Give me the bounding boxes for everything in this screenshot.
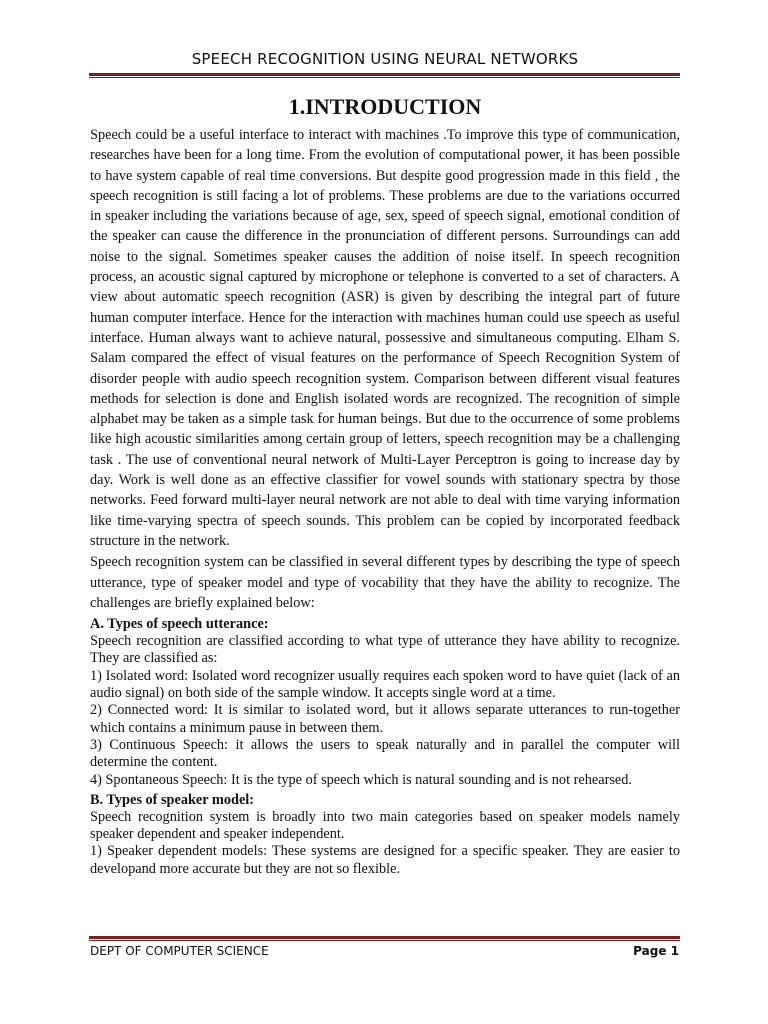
section-a-heading: A. Types of speech utterance: [90,616,269,633]
section-b-item-speaker-dependent: 1) Speaker dependent models: These systems are designed for a specific speaker. They are easier to developand more accurate but they are not so flexible. [90,843,680,877]
body-content [90,125,680,878]
footer-rule [89,936,680,939]
footer-rule-thin [89,940,680,941]
section-a-item-spontaneous-speech: 4) Spontaneous Speech: It is the type of speech which is natural sounding and is not rehearsed. [90,771,632,788]
section-b-heading: B. Types of speaker model: [90,791,255,808]
section-b-intro: Speech recognition system is broadly into two main categories based on speaker models namely speaker dependent and speaker independent. [90,808,680,843]
footer-department: DEPT OF COMPUTER SCIENCE [90,944,269,958]
section-a-item-connected-word: 2) Connected word: It is similar to isolated word, but it allows separate utterances to run-together which contains a minimum pause in between them. [90,702,680,736]
chapter-title: 1.INTRODUCTION [288,94,482,119]
section-a-item-isolated-word: 1) Isolated word: Isolated word recognizer usually requires each spoken word to have quiet (lack of an audio signal) on both side of the sample window. It accepts single word at a time. [90,667,680,702]
footer-page-number: Page 1 [633,944,679,958]
header-rule-thin [89,77,680,78]
running-header-title: SPEECH RECOGNITION USING NEURAL NETWORKS [191,50,579,68]
section-a-intro: Speech recognition are classified according to what type of utterance they have ability to recognize. They are classified as: [90,633,680,667]
header-rule [89,73,680,76]
classification-paragraph: Speech recognition system can be classified in several different types by describing the type of speech utterance, type of speaker model and type of vocability that they have the ability to recognize. The challenges are briefly explained below: [90,554,680,611]
section-a-item-continuous-speech: 3) Continuous Speech: it allows the users to speak naturally and in parallel the computer will determine the content. [90,736,680,771]
intro-paragraph: Speech could be a useful interface to interact with machines .To improve this type of communication, researches have been for a long time. From the evolution of computational power, it has been possible to have system capable of real time conversions. But despite good progression made in this field , the speech recognition is still facing a lot of problems. These problems are due to the variations occurred in speaker including the variations because of age, sex, speed of speech signal, emotional condition of the speaker can cause the difference in the pronunciation of different persons. Surroundings can add noise to the signal. Sometimes speaker causes the addition of noise itself. In speech recognition process, an acoustic signal captured by microphone or telephone is converted to a set of characters. A view about automatic speech recognition (ASR) is given by describing the integral part of future human computer interface. Hence for the interaction with machines human could use speech as useful interface. Human always want to achieve natural, possessive and simultaneous computing. Elham S. Salam compared the effect of visual features on the performance of Speech Recognition System of disorder people with audio speech recognition system. Comparison between different visual features methods for selection is done and English isolated words are recognized. The recognition of simple alphabet may be taken as a simple task for human beings. But due to the occurrence of some problems like high acoustic similarities among certain group of letters, speech recognition may be a challenging task . The use of conventional neural network of Multi-Layer Perceptron is going to increase day by day. Work is well done as an effective classifier for vowel sounds with stationary spectra by those networks. Feed forward multi-layer neural network are not able to deal with time varying information like time-varying spectra of speech sounds. This problem can be copied by incorporated feedback structure in the network. [90,127,680,549]
